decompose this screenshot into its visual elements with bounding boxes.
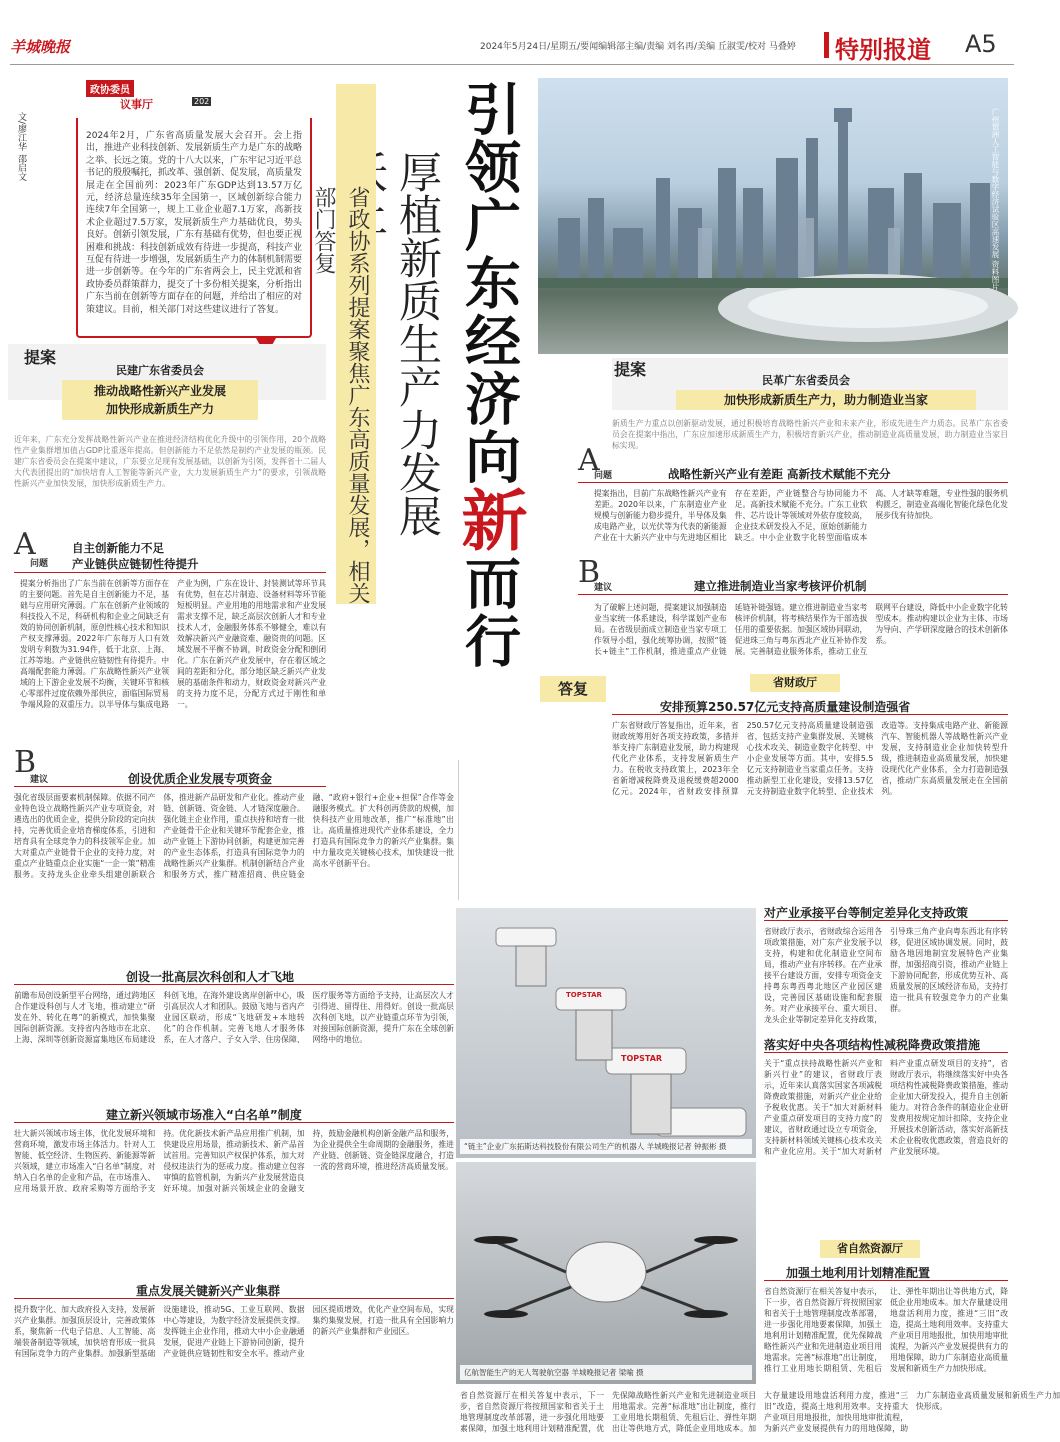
r1-rule <box>612 714 1008 715</box>
drone-photo <box>456 1162 756 1384</box>
r2-title: 对产业承接平台等制定差异化支持政策 <box>764 906 969 920</box>
column-divider <box>458 760 459 900</box>
section-title: 特别报道 <box>835 36 931 64</box>
left-sb-text: 强化省级层面要素机制保障。依据不同产业特色设立战略性新兴产业专项资金，对遴选出的优质企业，提供分阶段的定向扶持，完善优质企业培育梯度体系，引进和培育具有全球竞争力的科技领军企业。加大对重点产业链骨干企业的支持力度，对重点产业链重点企业实施“一企一策”精准服务。支持龙头企业牵头组建创新联合体，推进新产品研发和产业化。推动产业链、创新链、资金链、人才链深度融合。强化链主企业作用，重点扶持和培育一批产业链骨干企业和关键环节配套企业，推动产业链上下游协同创新，构建更加完善的产业生态体系，打造具有国际竞争力的战略性新兴产业集群。机制创新结合产业和服务方式，推广精准招商、供应链金融、“政府+银行+企业+担保”合作等金融服务模式。扩大科创再贷款的规模，加快科技产业用地改革，推广“标准地”出让。高质量推进现代产业体系建设，全力打造具有国际竞争力的新兴产业集群。集中力量攻克关键核心技术，加快建设一批高水平创新平台。 <box>14 793 454 879</box>
left-sb-letter-used: B <box>14 745 37 780</box>
right-proposal-tag: 提案 <box>614 360 647 379</box>
right-party: 民革广东省委员会 <box>762 374 850 387</box>
intro-text: 2024年2月，广东省高质量发展大会召开。会上指出，推进产业科技创新、发展新质生产力是广东的战略之举、长远之策。党的十八大以来，广东牢记习近平总书记的殷殷嘱托，抓改革、强创新、促发展，高质量发展走在全国前列：2023年广东GDP达到13.57万亿元，经济总量连续35年全国第一，区域创新综合能力连续7年全国第一，规上工业企业超7.1万家，高新技术企业超过7.5万家，发展新质生产力基础优良，势头良好。创新引领发展，广东有基础有优势，但也要正视困难和挑战：科技创新成效有待进一步提高，科技产业互促有待进一步增强，发展新质生产力的体制机制需要进一步创新等。在今年的广东省两会上，民主党派和省政协委员群策群力，提交了十多份相关提案，分析指出广东当前在创新等方面存在的问题，并给出了相应的对策建议。目前，相关部门对这些建议进行了答复。 <box>86 131 303 315</box>
left-qa-title1: 自主创新能力不足 <box>72 541 164 555</box>
right-summary: 新质生产力重点以创新驱动发展，通过积极培育战略性新兴产业和未来产业，形成先进生产力质态。民革广东省委员会在提案中指出，广东应加速形成新质生产力，积极培育新兴产业，推动制造业高质量发展，助力制造业当家目标实现。 <box>612 419 1008 450</box>
left-sb3-title: 建立新兴领域市场准入“白名单”制度 <box>106 1108 302 1122</box>
masthead <box>10 30 1014 66</box>
column-tag-num: 202 <box>194 97 210 106</box>
left-sb2-rule <box>14 984 454 985</box>
left-sb2-title: 创设一批高层次科创和人才飞地 <box>126 970 295 984</box>
left-qa-text: 提案分析指出了广东当前在创新等方面存在的主要问题。首先是自主创新能力不足，基础与应用研究薄弱。广东在创新产业领域的科技投入不足，科研机构和企业之间缺乏有效的协同创新机制，原创性核心技术和知识产权支撑薄弱。2022年广东每万人口有效发明专利数为31.94件，低于北京、上海、江苏等地。产业链供应链韧性有待提升。中高端配套能力薄弱。广东战略性新兴产业领域的上下游企业发展不均衡，关键环节和核心零部件过度依赖外部供应，面临国际贸易争端风险的双重压力。以半导体与集成电路产业为例，广东在设计、封装测试等环节具有优势，但在芯片制造、设备材料等环节能短板明显。产业用地的用地需求和产业发展需求支撑不足，缺乏高层次创新人才和专业技术人才，金融服务体系不够健全，难以有效解决新兴产业融资难、融资贵的问题。区域发展不平衡不协调，时政资金分配和倒闭化。广东在新兴产业发展中，存在着区域之间的差距和分化，部分地区缺乏新兴产业发展的基础条件和动力，财政资金对新兴产业的支持力度不足，分配方式过于刚性和单一。 <box>20 579 326 709</box>
robot-svg <box>456 908 756 1158</box>
right-sb-letter: B <box>578 555 601 590</box>
right-sb-rule <box>578 594 1008 595</box>
city-photo <box>538 78 1008 354</box>
right-proposal-title: 加快形成新质生产力，助力制造业当家 <box>676 390 976 410</box>
page-number: A5 <box>965 30 997 58</box>
robot-photo <box>456 908 756 1158</box>
r4-text-cont: 省自然资源厅在相关答复中表示，下一步，省自然资源厅将按照国家和省关于土地管理制度改革部署，进一步强化用地要素保障，加强土地利用计划精准配置，优先保障战略性新兴产业和先进制造业项目用地需求。完善“标准地”出让制度，推行工业用地长期租赁、先租后让、弹性年期出让等供地方式，降低企业用地成本。加大存量建设用地盘活利用力度，推进“三旧”改造，提高土地利用效率。支持重大产业项目用地报批，加快用地审批流程，为新兴产业发展提供有力的用地保障，助力广东制造业高质量发展和新质生产力加快形成。 <box>764 1287 1008 1373</box>
drone-photo-caption: 亿航智能生产的无人驾驶航空器 羊城晚报记者 梁喻 摄 <box>460 1365 752 1380</box>
left-qa-letter: A <box>14 527 36 562</box>
left-proposal-title1: 推动战略性新兴产业发展 <box>93 384 226 398</box>
r3-rule <box>764 1052 1008 1053</box>
left-sb4-title: 重点发展关键新兴产业集群 <box>136 1284 281 1298</box>
masthead-logo: 羊城晚报 <box>10 38 71 56</box>
headline-part-1: 引领广东经济向 <box>456 80 521 486</box>
left-sb-label: 建议 <box>30 775 49 785</box>
headline-red: 新 <box>450 486 527 554</box>
left-sb2-text: 前瞻布局创设新型平台网络，通过跨地区合作建设科创与人才飞地，推动建立“研发在外、转化在粤”的新模式，加快集聚国际创新资源。支持省内各地市在北京、上海、深圳等创新资源富集地区布局建设科创飞地，在海外建设离岸创新中心，吸引高层次人才和团队。鼓励飞地与省内产业园区联动，形成“飞地研发+本地转化”的合作机制。完善飞地人才服务体系，在人才落户、子女入学、住房保障、医疗服务等方面给予支持，让高层次人才引得进、留得住、用得好。创设一批高层次科创飞地，以产业链重点环节为引领，对接国际创新资源，提升广东在全球创新网络中的地位。 <box>14 991 454 1044</box>
left-sb4-rule <box>14 1298 454 1299</box>
r1-text: 广东省财政厅答复指出，近年来，省财政统筹用好各项支持政策，多措并举支持广东制造业发展，助力构建现代化产业体系，支持发展新质生产力。在税收支持政策上，2023年全省新增减税降费及退税缓费超2000亿元。2024年，省财政安排预算250.57亿元支持高质量建设制造强省，包括支持产业集群发展、关键核心技术攻关、制造业数字化转型、中小企业发展等方面。其中，安排5.5亿元支持制造业当家重点任务。支持推动新型工业化建设，安排13.57亿元支持制造业数字化转型、企业技术改造等。支持集成电路产业、新能源汽车、智能机器人等战略性新兴产业发展，支持制造业企业加快转型升级，推进制造业高质量发展，加快建设现代化产业体系，全力打造制造强省，推动广东高质量发展走在全国前列。 <box>612 721 1008 796</box>
city-skyline-svg <box>538 78 1008 354</box>
masthead-rule <box>10 64 1014 65</box>
column-tag <box>80 80 220 114</box>
robot-brand-1: TOPSTAR <box>566 991 602 999</box>
right-qa-rule <box>578 482 1008 483</box>
right-qa-letter: A <box>578 443 600 478</box>
right-qa-text: 提案指出，目前广东战略性新兴产业有差距。2020年以来，广东制造业产业规模与创新能力稳步提升，半导体及集成电路产业，以光伏等为代表的新能源产业在十大新兴产业中与先进地区相比存在差距，产业链整合与协同能力不足。高新技术赋能不充分。广东工业软件、芯片设计等领域对外依存度较高，企业技术研发投入不足，原始创新能力缺乏。中小企业数字化转型面临成本高、人才缺等难题，专业性强的服务机构匮乏，制造业高端化智能化绿色化发展步伐有待加快。 <box>594 489 1008 542</box>
left-qa-label: 问题 <box>30 559 49 569</box>
right-sb-text: 为了破解上述问题，提案建议加强制造业当家统一体系建设，科学谋划产业布局。在省级层面成立制造业当家专项工作领导小组，强化统筹协调，按照“链长+链主”工作机制，推进重点产业链延链补链强链。建立推进制造业当家考核评价机制，将考核结果作为干部选拔任用的重要依据。加强区域协同联动，促进珠三角与粤东西北产业互补协作发展。完善制造业服务体系，推动工业互联网平台建设，降低中小企业数字化转型成本。推动构建以企业为主体、市场为导向、产学研深度融合的技术创新体系。 <box>594 603 1008 656</box>
robot-brand-2: TOPSTAR <box>621 1054 663 1063</box>
drone-svg <box>456 1162 756 1384</box>
right-sb-label: 建议 <box>594 583 613 593</box>
r3-text: 关于“重点扶持战略性新兴产业和新兴行业”的建议，省财政厅表示，近年来认真落实国家各项减税降费政策措施，对新兴产业企业给予税收优惠。关于“加大对新材料产业重点研发项目的支持力度”的建议，省财政通过设立专项资金，支持新材料领域关键核心技术攻关和产业化应用。关于“加大对新材料产业重点研发项目的支持”，省财政厅表示，将继续落实好中央各项结构性减税降费政策措施，推动企业加大研发投入，提升自主创新能力。对符合条件的制造业企业研发费用按规定加计扣除，支持企业开展技术创新活动，落实好高新技术企业税收优惠政策，营造良好的产业发展环境。 <box>764 1059 1008 1156</box>
headline-main <box>450 80 527 820</box>
headline-sub1: 厚植新质生产力发展 <box>392 150 442 537</box>
column-tag-2: 议事厅 <box>120 98 153 111</box>
dept2-label: 省自然资源厅 <box>820 1240 920 1258</box>
left-proposal-tag: 提案 <box>24 348 57 367</box>
author-line: 文/廖江华 邵启文 <box>16 112 26 181</box>
right-sb-title: 建立推进制造业当家考核评价机制 <box>694 579 867 593</box>
r4-rule <box>764 1280 1008 1281</box>
left-sb4-text: 提升数字化、加大政府投入支持，发展新兴产业集群。加强顶层设计，完善政策体系，聚焦新一代电子信息、人工智能、高端装备制造等领域，加快培育形成一批具有国际竞争力的产业集群。加强新型基础设施建设，推动5G、工业互联网、数据中心等建设，为数字经济发展提供支撑。发挥链主企业作用，推动大中小企业融通发展，促进产业链上下游协同创新，提升产业链供应链韧性和安全水平。推动产业园区提质增效，优化产业空间布局，实现集约集聚发展，打造一批具有全国影响力的新兴产业集群和产业园区。 <box>14 1305 454 1358</box>
column-tag-1: 政协委员 <box>86 80 134 97</box>
masthead-divider <box>824 32 829 58</box>
masthead-info: 2024年5月24日/星期五/要闻编辑部主编/责编 刘名再/美编 丘淑雯/校对 马叠婷 <box>480 42 796 52</box>
dept1-label: 省财政厅 <box>750 674 840 692</box>
left-qa-rule <box>14 572 326 573</box>
r4-text: 省自然资源厅在相关答复中表示，下一步，省自然资源厅将按照国家和省关于土地管理制度改革部署，进一步强化用地要素保障，加强土地利用计划精准配置，优先保障战略性新兴产业和先进制造业项目用地需求。完善“标准地”出让制度，推行工业用地长期租赁、先租后让、弹性年期出让等供地方式，降低企业用地成本。加大存量建设用地盘活利用力度，推进“三旧”改造，提高土地利用效率。支持重大产业项目用地报批，加快用地审批流程，为新兴产业发展提供有力的用地保障，助力广东制造业高质量发展和新质生产力加快形成。 <box>460 1391 1060 1433</box>
left-proposal-title2: 加快形成新质生产力 <box>105 402 214 416</box>
r2-text: 省财政厅表示，省财政综合运用各项政策措施，对广东产业发展予以支持，构建和优化制造业空间布局，推动产业有序转移。在产业承接平台建设方面，安排专项资金支持粤东粤西粤北地区产业园区建设，完善园区基础设施和配套服务。对产业承接平台、重大项目、龙头企业等制定差异化支持政策，引导珠三角产业向粤东西北有序转移，促进区域协调发展。同时，鼓励各地因地制宜发展特色产业集群，加强招商引资，推动产业链上下游协同配套，形成优势互补、高质量发展的区域经济布局，支持打造一批具有较强竞争力的产业集群。 <box>764 927 1008 1024</box>
left-summary: 近年来，广东充分发挥战略性新兴产业在推进经济结构优化升级中的引领作用，20个战略性产业集群增加值占GDP比重逐年提高。但创新能力不足依然是制约产业发展的瓶颈。民建广东省委员会在提案中建议，广东要立足现有发展基础，以创新为引领，发挥省十二届人大代表团提出的“加快培育人工智能等新兴产业，大力发展新质生产力”的要求，引领战略性新兴产业加快发展，加快形成新质生产力。 <box>14 435 326 488</box>
left-qa-title2: 产业链供应链韧性待提升 <box>72 557 199 571</box>
r2-rule <box>764 920 1008 921</box>
reply-tag: 答复 <box>540 676 606 702</box>
robot-photo-caption: “链主”企业广东拓斯达科技股份有限公司生产的机器人 羊城晚报记者 钟振彬 摄 <box>460 1139 752 1154</box>
r4-title: 加强土地利用计划精准配置 <box>786 1266 931 1280</box>
left-sb-title: 创设优质企业发展专项资金 <box>128 772 273 786</box>
right-qa-title: 战略性新兴产业有差距 高新技术赋能不充分 <box>668 467 891 481</box>
left-party: 民建广东省委员会 <box>116 364 204 377</box>
intro-box <box>76 118 312 338</box>
left-sb3-text: 壮大新兴领域市场主体，优化发展环境和营商环境，激发市场主体活力。针对人工智能、低空经济、生物医药、新能源等新兴领域，建立市场准入“白名单”制度，对纳入白名单的企业和产品，在市场准入、应用场景开放、政府采购等方面给予支持。优化新技术新产品应用推广机制，加快建设应用场景，推动新技术、新产品首试首用。完善知识产权保护体系，加大对侵权违法行为的惩戒力度。推动建立包容审慎的监管机制，为新兴产业发展营造良好环境。加强对新兴领域企业的金融支持，鼓励金融机构创新金融产品和服务，为企业提供全生命周期的金融服务，推进产业链、创新链、资金链深度融合，打造一流的营商环境，推进经济高质量发展。 <box>14 1129 454 1193</box>
city-photo-caption: 广州琶洲人工智能与数字经济试验区高速发展 资料图片 <box>991 108 1000 291</box>
left-sb3-rule <box>14 1122 454 1123</box>
right-qa-label: 问题 <box>594 471 613 481</box>
r1-title: 安排预算250.57亿元支持高质量建设制造强省 <box>660 700 911 714</box>
headline-part-2: 而行 <box>456 554 521 670</box>
r3-title: 落实好中央各项结构性减税降费政策措施 <box>764 1038 981 1052</box>
headline-sub2: 省政协系列提案聚焦广东高质量发展，相关部门答复 <box>311 186 370 604</box>
left-sb-rule <box>14 786 326 787</box>
